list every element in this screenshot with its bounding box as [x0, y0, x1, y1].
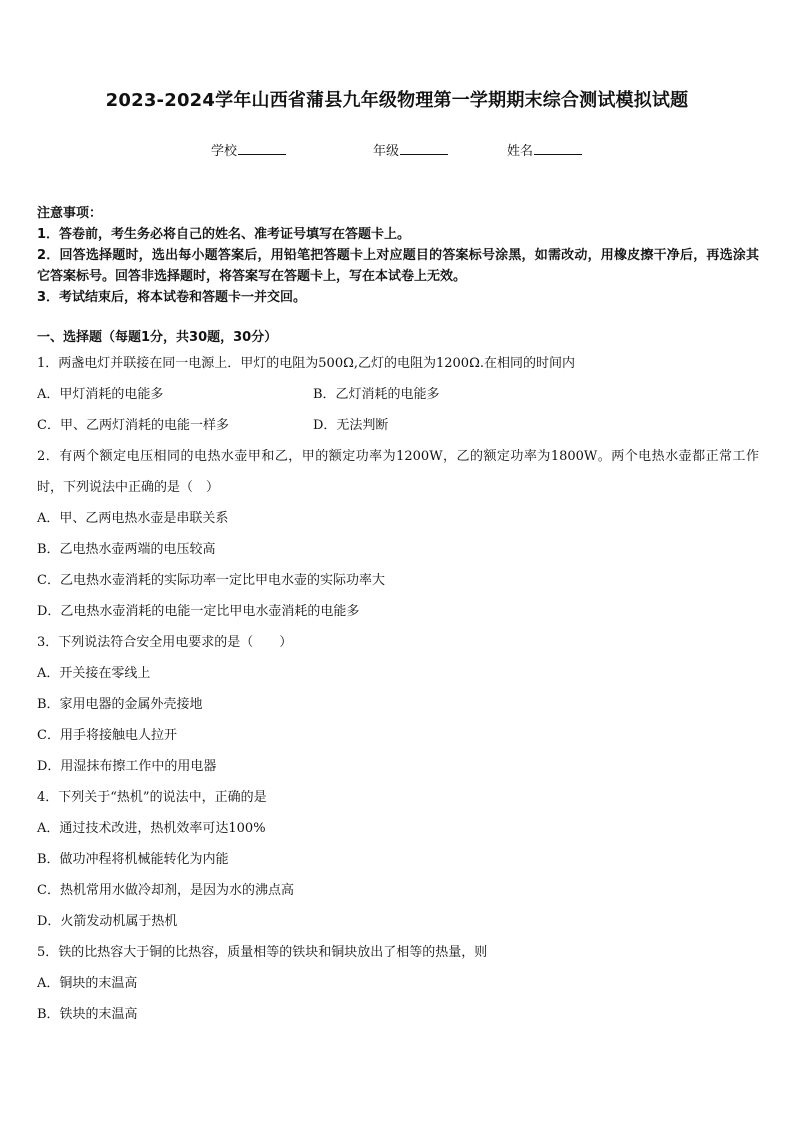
notes-heading: 注意事项：: [37, 206, 103, 221]
option-b[interactable]: B．铁块的末温高: [37, 1007, 138, 1022]
option-b[interactable]: B．乙电热水壶两端的电压较高: [37, 542, 216, 557]
question-4: [37, 782, 759, 937]
name-field[interactable]: [507, 140, 582, 159]
school-label: 学校: [211, 144, 238, 159]
option-d[interactable]: D．无法判断: [313, 418, 389, 433]
option-a[interactable]: A．甲灯消耗的电能多: [37, 387, 164, 402]
option-a[interactable]: A．甲、乙两电热水壶是串联关系: [37, 511, 229, 526]
question-2: [37, 441, 759, 627]
question-stem: 1．两盏电灯并联接在同一电源上．甲灯的电阻为500Ω,乙灯的电阻为1200Ω.在相同的时间内: [37, 356, 575, 371]
option-c[interactable]: C．甲、乙两灯消耗的电能一样多: [37, 418, 229, 433]
question-5: [37, 937, 759, 1030]
grade-label: 年级: [373, 144, 400, 159]
school-field[interactable]: [211, 140, 286, 159]
question-1: [37, 348, 759, 441]
option-d[interactable]: D．用湿抹布擦工作中的用电器: [37, 759, 217, 774]
school-blank[interactable]: [238, 140, 286, 155]
student-info-fields: [0, 140, 794, 160]
option-row: [37, 379, 759, 410]
note-item: 1．答卷前，考生务必将自己的姓名、准考证号填写在答题卡上。: [37, 227, 411, 242]
question-section: [37, 327, 759, 1030]
option-a[interactable]: A．铜块的末温高: [37, 976, 138, 991]
question-stem: 5．铁的比热容大于铜的比热容，质量相等的铁块和铜块放出了相等的热量，则: [37, 945, 488, 960]
page-title: 2023-2024学年山西省蒲县九年级物理第一学期期末综合测试模拟试题: [105, 90, 689, 111]
name-label: 姓名: [507, 144, 534, 159]
name-blank[interactable]: [534, 140, 582, 155]
option-b[interactable]: B．家用电器的金属外壳接地: [37, 697, 203, 712]
option-d[interactable]: D．火箭发动机属于热机: [37, 914, 178, 929]
grade-blank[interactable]: [400, 140, 448, 155]
option-a[interactable]: A．开关接在零线上: [37, 666, 151, 681]
question-stem: 3．下列说法符合安全用电要求的是（ ）: [37, 635, 293, 650]
note-item: 2．回答选择题时，选出每小题答案后，用铅笔把答题卡上对应题目的答案标号涂黑，如需改动，用橡皮擦干净后，再选涂其它答案标号。回答非选择题时，将答案写在答题卡上，写在本试卷上无效。: [37, 248, 759, 284]
question-3: [37, 627, 759, 782]
note-item: 3．考试结束后，将本试卷和答题卡一并交回。: [37, 290, 307, 305]
option-b[interactable]: B．做功冲程将机械能转化为内能: [37, 852, 229, 867]
section-heading: 一、选择题（每题1分，共30题，30分）: [37, 330, 278, 345]
question-stem: 2．有两个额定电压相同的电热水壶甲和乙，甲的额定功率为1200W，乙的额定功率为1800W。两个电热水壶都正常工作时，下列说法中正确的是（ ）: [37, 449, 759, 495]
exam-notes: [37, 203, 759, 308]
option-c[interactable]: C．热机常用水做冷却剂，是因为水的沸点高: [37, 883, 294, 898]
option-b[interactable]: B．乙灯消耗的电能多: [313, 387, 440, 402]
option-d[interactable]: D．乙电热水壶消耗的电能一定比甲电水壶消耗的电能多: [37, 604, 360, 619]
grade-field[interactable]: [373, 140, 448, 159]
question-stem: 4．下列关于“热机”的说法中，正确的是: [37, 790, 267, 805]
option-c[interactable]: C．用手将接触电人拉开: [37, 728, 177, 743]
option-row: [37, 410, 759, 441]
option-a[interactable]: A．通过技术改进，热机效率可达100%: [37, 821, 266, 836]
option-c[interactable]: C．乙电热水壶消耗的实际功率一定比甲电水壶的实际功率大: [37, 573, 385, 588]
